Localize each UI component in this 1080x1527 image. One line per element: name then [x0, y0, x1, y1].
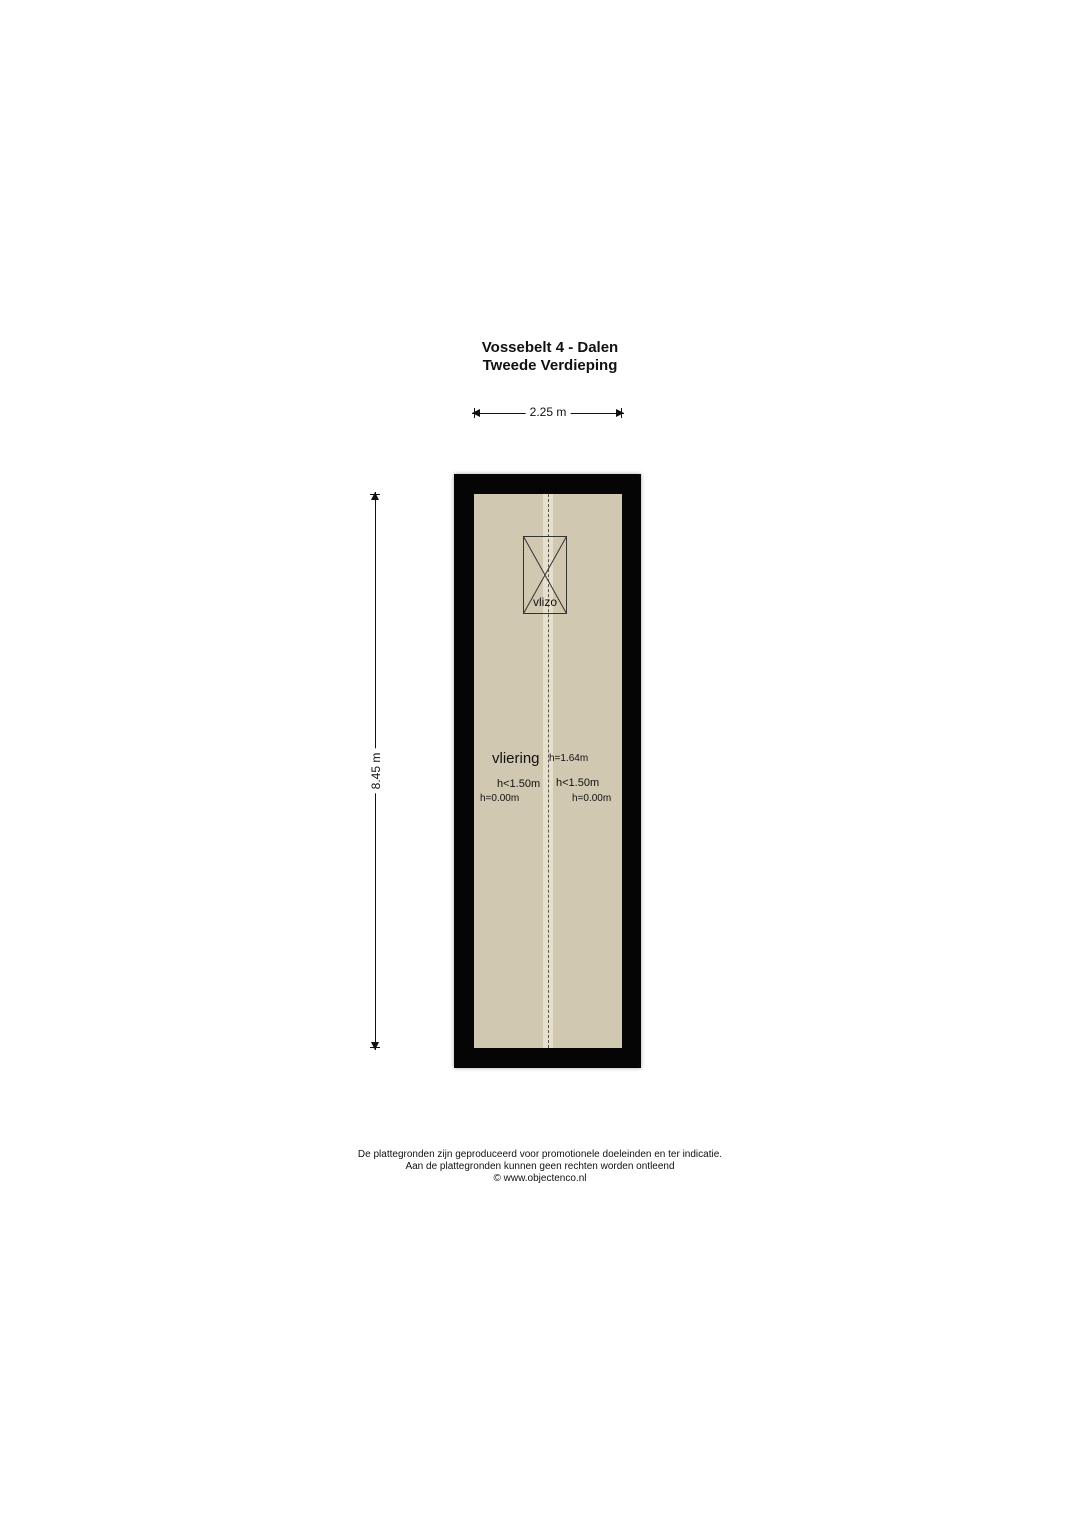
dimension-tick [370, 494, 380, 495]
attic-hatch [523, 536, 567, 614]
copyright-line: © www.objectenco.nl [493, 1173, 587, 1184]
attic-floor [474, 494, 622, 1048]
dimension-tick [474, 408, 475, 418]
length-label: 8.45 m [369, 749, 383, 794]
arrow-down-icon [371, 1042, 379, 1050]
ridge-height: h=1.64m [549, 753, 589, 764]
dimension-tick [370, 1047, 380, 1048]
length-dimension [367, 492, 385, 1050]
hatch-label: vlizo [532, 595, 557, 609]
left-eave-height: h=0.00m [480, 793, 520, 804]
width-label: 2.25 m [526, 405, 571, 419]
right-height-limit: h<1.50m [556, 777, 600, 789]
room-name: vliering [492, 750, 540, 767]
dimension-tick [621, 408, 622, 418]
arrow-right-icon [616, 409, 624, 417]
left-height-limit: h<1.50m [497, 778, 541, 790]
disclaimer [290, 1149, 790, 1185]
plan-title-floor: Tweede Verdieping [482, 357, 618, 374]
width-dimension [472, 404, 624, 422]
right-eave-height: h=0.00m [572, 793, 612, 804]
disclaimer-line-1: De plattegronden zijn geproduceerd voor promotionele doeleinden en ter indicatie. [357, 1149, 723, 1160]
plan-title-address: Vossebelt 4 - Dalen [481, 339, 619, 356]
disclaimer-line-2: Aan de plattegronden kunnen geen rechten worden ontleend [405, 1161, 675, 1172]
